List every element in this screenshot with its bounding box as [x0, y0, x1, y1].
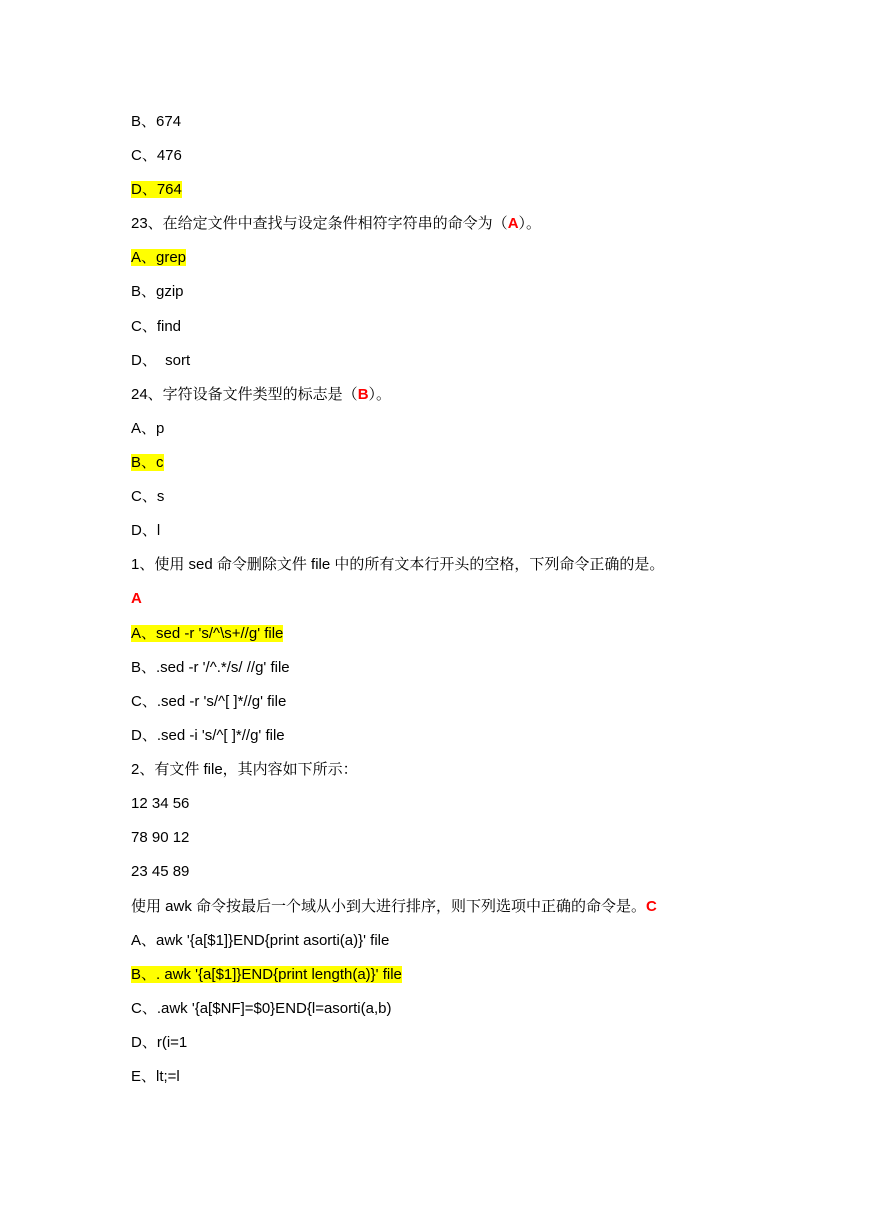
option-text: C、find — [131, 318, 182, 335]
answer-mark: A — [131, 590, 142, 607]
answer-mark: B — [357, 386, 369, 403]
option-text: C、.awk '{a[$NF]=$0}END{l=asorti(a,b) — [131, 1000, 392, 1017]
option-text: B、gzip — [131, 283, 184, 300]
question-1 — [131, 554, 664, 576]
file-content-line-3 — [131, 861, 189, 883]
question-text: 23、在给定文件中查找与设定条件相符字符串的命令为（ — [131, 215, 508, 232]
question-24 — [131, 384, 391, 406]
file-content-line-2 — [131, 827, 189, 849]
answer-mark: C — [646, 898, 657, 915]
file-content-line-1 — [131, 793, 189, 815]
question-text: 使用 awk 命令按最后一个域从小到大进行排序，则下列选项中正确的命令是。 — [131, 898, 647, 915]
option-c-sed — [131, 691, 286, 713]
question-text: 24、字符设备文件类型的标志是（ — [131, 386, 358, 403]
option-text: A、p — [131, 420, 165, 437]
option-a-sed — [131, 623, 283, 645]
option-a-grep — [131, 247, 186, 269]
option-d-l — [131, 520, 160, 542]
file-content-text: 23 45 89 — [131, 863, 190, 880]
option-text: C、s — [131, 488, 165, 505]
option-a-p — [131, 418, 164, 440]
highlighted-answer-option: A、grep — [131, 249, 187, 266]
option-text: A、awk '{a[$1]}END{print asorti(a)}' file — [131, 932, 390, 949]
option-text: D、.sed -i 's/^[ ]*//g' file — [131, 727, 285, 744]
highlighted-answer-option: D、764 — [131, 181, 182, 198]
option-b-gzip — [131, 281, 184, 303]
option-text: D、r(i=1 — [131, 1034, 188, 1051]
option-d-sed — [131, 725, 285, 747]
option-text: D、l — [131, 522, 161, 539]
file-content-text: 78 90 12 — [131, 829, 190, 846]
option-b-awk — [131, 964, 402, 986]
question-text-end: ）。 — [518, 215, 542, 232]
question-text-end: ）。 — [368, 386, 392, 403]
option-c-s — [131, 486, 164, 508]
highlighted-answer-option: B、c — [131, 454, 164, 471]
option-d-sort — [131, 350, 190, 372]
file-content-text: 12 34 56 — [131, 795, 190, 812]
option-c-476 — [131, 145, 182, 167]
option-e-awk — [131, 1066, 180, 1088]
highlighted-answer-option: B、. awk '{a[$1]}END{print length(a)}' file — [131, 966, 402, 983]
question-23 — [131, 213, 541, 235]
question-2-prompt — [131, 896, 657, 918]
option-c-find — [131, 316, 181, 338]
option-a-awk — [131, 930, 389, 952]
answer-mark: A — [507, 215, 519, 232]
option-b-674 — [131, 111, 181, 133]
question-text: 1、使用 sed 命令删除文件 file 中的所有文本行开头的空格，下列命令正确的是。 — [131, 556, 665, 573]
question-1-answer — [131, 588, 142, 610]
option-text: B、674 — [131, 113, 182, 130]
option-text: C、476 — [131, 147, 182, 164]
option-d-764 — [131, 179, 182, 201]
option-d-awk — [131, 1032, 187, 1054]
question-text: 2、有文件 file，其内容如下所示： — [131, 761, 358, 778]
option-text: B、.sed -r '/^.*/s/ //g' file — [131, 659, 290, 676]
question-2 — [131, 759, 358, 781]
option-text: C、.sed -r 's/^[ ]*//g' file — [131, 693, 287, 710]
option-c-awk — [131, 998, 391, 1020]
highlighted-answer-option: A、sed -r 's/^\s+//g' file — [131, 625, 284, 642]
option-b-sed — [131, 657, 290, 679]
option-text: D、 sort — [131, 352, 191, 369]
option-b-c — [131, 452, 164, 474]
option-text: E、lt;=l — [131, 1068, 180, 1085]
